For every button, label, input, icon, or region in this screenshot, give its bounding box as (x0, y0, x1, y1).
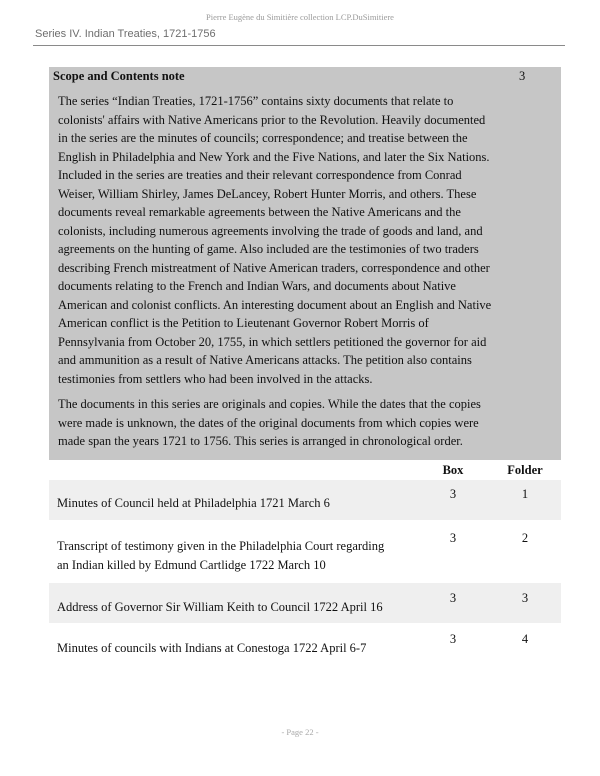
row-box: 3 (449, 632, 457, 646)
row-folder: 2 (521, 531, 529, 545)
table-row (49, 480, 561, 520)
row-title: Minutes of Council held at Philadelphia 1721 March 6 (57, 496, 330, 510)
series-title: Series IV. Indian Treaties, 1721-1756 (35, 28, 216, 40)
scope-paragraph: The documents in this series are originals and copies. While the dates that the copies were made is unknown, the dates of the original documents from which copies were made span the years 1721 to 1756. This series is arranged in chronological order. (58, 397, 481, 448)
row-box: 3 (449, 487, 457, 501)
running-head: Pierre Eugène du Simitière collection LCP.DuSimitiere (206, 12, 394, 22)
row-title: Minutes of councils with Indians at Conestoga 1722 April 6-7 (57, 641, 367, 655)
scope-paragraph: The series “Indian Treaties, 1721-1756” contains sixty documents that relate to colonists' affairs with Native Americans prior to the Revolution. Heavily documented in the series are the minutes of councils; correspondence; and treatise between the English in Philadelphia and New York and the Five Nations, and later the Six Nations. Included in the series are treaties and their relevant correspondence from Conrad Weiser, William Shirley, James DeLancey, Robert Hunter Morris, and others. These documents reveal remarkable agreements between the Native Americans and the colonists, including numerous agreements involving the trade of goods and land, and agreements on the hunting of game. Also included are the testimonies of two traders describing French mistreatment of Native American traders, correspondence and other documents relating to the French and Indian Wars, and documents about Native American and colonist conflicts. An interesting document about an English and Native American conflict is the Petition to Lieutenant Governor Robert Morris of Pennsylvania from October 20, 1755, in which settlers petitioned the governor for aid and ammunition as a result of Native Americans attacks. The petition also contains testimonies from settlers who had been involved in the attacks. (58, 94, 492, 386)
scope-heading: Scope and Contents note (53, 69, 185, 83)
row-folder: 1 (521, 487, 529, 501)
row-title: Address of Governor Sir William Keith to Council 1722 April 16 (57, 600, 383, 614)
container-list-header (49, 460, 561, 480)
row-box: 3 (449, 531, 457, 545)
scope-box-number: 3 (519, 69, 526, 83)
row-folder: 4 (521, 632, 529, 646)
header-divider (33, 45, 565, 46)
scope-contents-note (49, 67, 561, 460)
table-row (49, 583, 561, 623)
table-row (49, 623, 561, 668)
column-header-folder: Folder (507, 463, 543, 477)
table-row (49, 520, 561, 583)
row-folder: 3 (521, 591, 529, 605)
scope-body (58, 92, 498, 458)
column-header-box: Box (442, 463, 464, 477)
page-number: - Page 22 - (281, 727, 319, 737)
row-box: 3 (449, 591, 457, 605)
row-title: Transcript of testimony given in the Philadelphia Court regarding an Indian killed by Edmund Cartlidge 1722 March 10 (57, 539, 385, 572)
